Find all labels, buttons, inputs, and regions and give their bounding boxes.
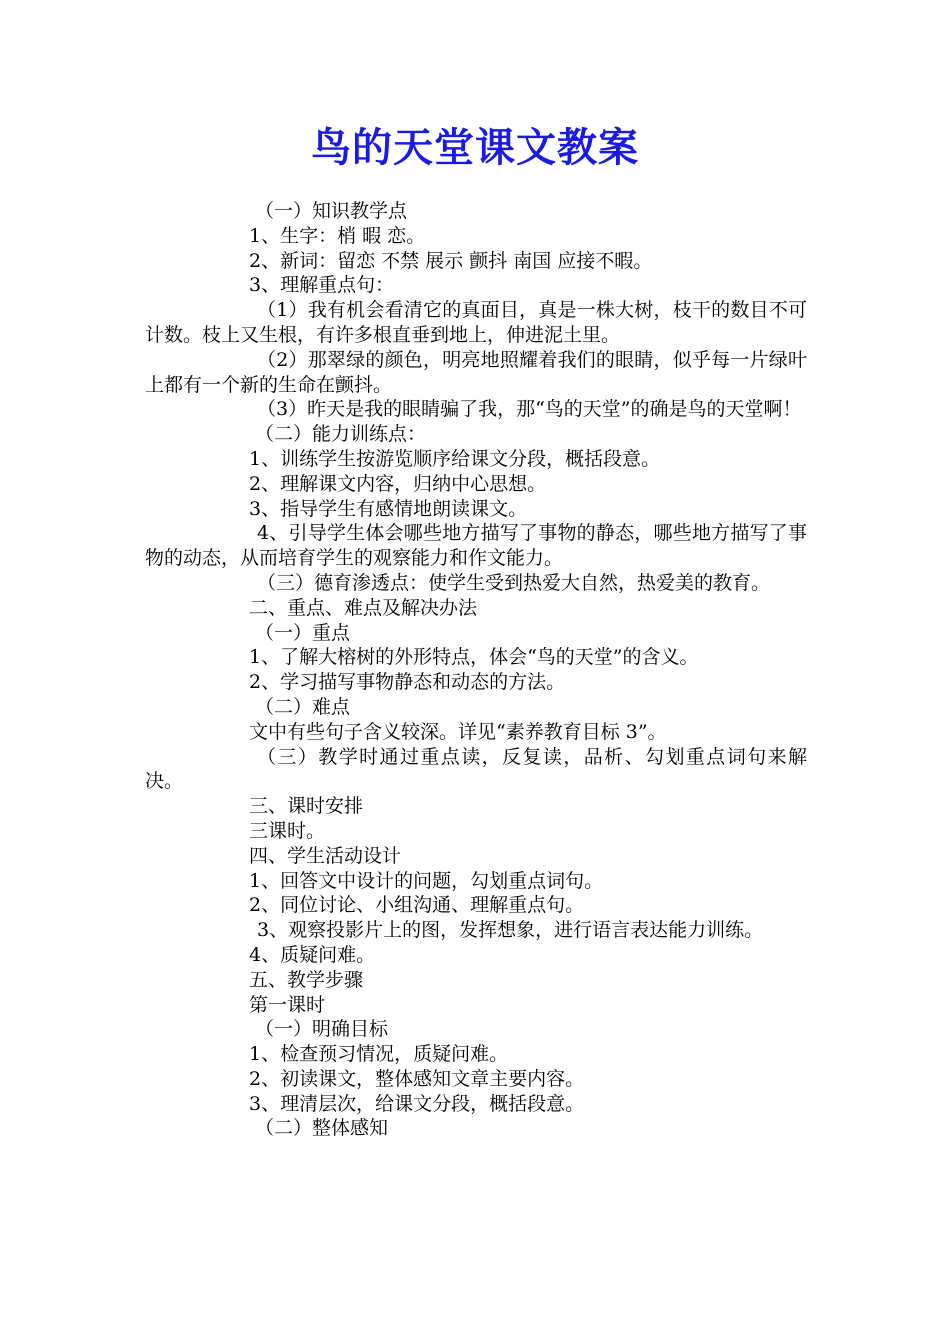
paragraph: （一）知识教学点 (255, 200, 408, 222)
paragraph: 1、训练学生按游览顺序给课文分段，概括段意。 (249, 447, 661, 470)
paragraph: 3、理清层次，给课文分段，概括段意。 (249, 1092, 585, 1115)
paragraph: （二）难点 (255, 695, 351, 718)
paragraph: 三课时。 (249, 819, 326, 842)
paragraph: （二）整体感知 (255, 1117, 389, 1140)
paragraph: 2、理解课文内容，归纳中心思想。 (249, 472, 547, 495)
paragraph: （三）德育渗透点：使学生受到热爱大自然，热爱美的教育。 (257, 571, 771, 594)
paragraph: 文中有些句子含义较深。详见“素养教育目标 3”。 (249, 720, 667, 743)
paragraph: 2、学习描写事物静态和动态的方法。 (249, 671, 566, 694)
paragraph: （一）明确目标 (255, 1018, 389, 1041)
paragraph: （1）我有机会看清它的真面目，真是一株大树，枝干的数目不可计数。枝上又生根，有许多根直垂到地上，伸进泥土里。 (145, 299, 807, 346)
paragraph: （2）那翠绿的颜色，明亮地照耀着我们的眼睛，似乎每一片绿叶上都有一个新的生命在颤抖。 (145, 348, 807, 396)
paragraph: 第一课时 (249, 993, 326, 1016)
paragraph: 4、质疑问难。 (249, 943, 376, 966)
paragraph: 三、课时安排 (249, 795, 364, 818)
paragraph: 1、生字：梢 暇 恋。 (249, 224, 426, 247)
paragraph: （三）教学时通过重点读，反复读，品析、勾划重点词句来解决。 (145, 745, 807, 793)
paragraph: （3）昨天是我的眼睛骗了我，那“鸟的天堂”的确是鸟的天堂啊！ (257, 398, 802, 421)
paragraph: 1、回答文中设计的问题，勾划重点词句。 (249, 869, 604, 892)
paragraph: 3、指导学生有感情地朗读课文。 (249, 497, 528, 520)
document-title: 鸟的天堂课文教案 (311, 125, 639, 171)
paragraph: （一）重点 (255, 621, 351, 644)
document-body (145, 199, 807, 1141)
paragraph: 二、重点、难点及解决办法 (249, 596, 478, 619)
paragraph: 五、教学步骤 (249, 968, 364, 991)
paragraph: 3、观察投影片上的图，发挥想象，进行语言表达能力训练。 (257, 919, 764, 942)
paragraph: 1、了解大榕树的外形特点，体会“鸟的天堂”的含义。 (249, 646, 699, 669)
paragraph: （二）能力训练点： (255, 423, 427, 446)
paragraph: 2、初读课文，整体感知文章主要内容。 (249, 1067, 585, 1090)
paragraph: 3、理解重点句： (249, 274, 395, 297)
paragraph: 2、新词：留恋 不禁 展示 颤抖 南国 应接不暇。 (249, 249, 653, 272)
paragraph: 四、学生活动设计 (249, 844, 402, 867)
paragraph: 4、引导学生体会哪些地方描写了事物的静态，哪些地方描写了事物的动态，从而培育学生的观察能力和作文能力。 (145, 522, 807, 570)
paragraph: 1、检查预习情况，质疑问难。 (249, 1043, 509, 1066)
paragraph: 2、同位讨论、小组沟通、理解重点句。 (249, 894, 585, 917)
